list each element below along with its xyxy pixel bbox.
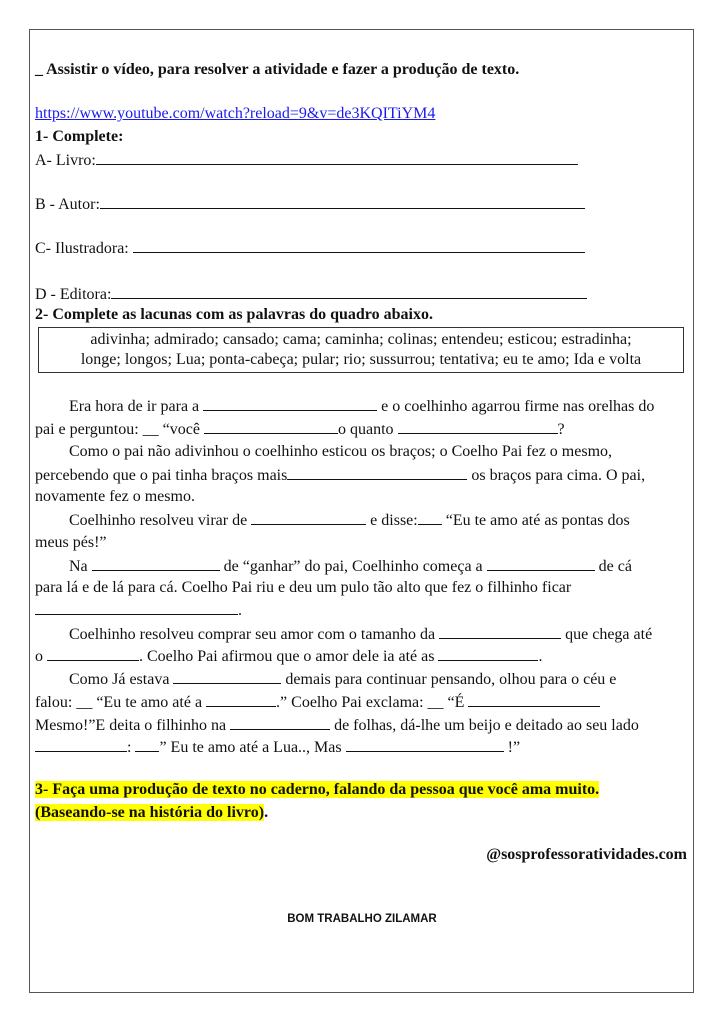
text-line: novamente fez o mesmo. (35, 488, 195, 505)
text-line (35, 692, 600, 713)
text: Como Já estava (69, 671, 174, 688)
text: Coelhinho resolveu virar de (69, 512, 252, 529)
text-line: meus pés!” (35, 534, 107, 551)
text-line (35, 465, 645, 486)
blank[interactable] (47, 646, 139, 661)
blank[interactable] (92, 556, 220, 571)
footer-message: BOM TRABALHO ZILAMAR (287, 913, 437, 925)
text-line (35, 419, 565, 440)
text: Coelhinho resolveu comprar seu amor com o tamanho da (69, 626, 440, 643)
text: demais para continuar pensando, olhou para o céu e (281, 671, 617, 688)
instruction: _ Assistir o vídeo, para resolver a atividade e fazer a produção de texto. (35, 61, 520, 78)
blank-autor[interactable] (100, 194, 585, 209)
text-line (35, 510, 630, 531)
text: “Eu te amo até as pontas dos (441, 512, 630, 529)
field-label: C- Ilustradora: (35, 240, 133, 257)
word-bank-line: adivinha; admirado; cansado; cama; caminha; colinas; entendeu; esticou; estradinha; (90, 331, 632, 348)
field-livro (35, 150, 578, 171)
text: de “ganhar” do pai, Coelhinho começa a (219, 558, 487, 575)
field-label: B - Autor: (35, 196, 100, 213)
text: . (264, 804, 269, 821)
text: Mesmo!”E deita o filhinho na (35, 717, 231, 734)
blank[interactable] (35, 600, 238, 615)
video-link[interactable]: https://www.youtube.com/watch?reload=9&v=de3KQITiYM4 (35, 105, 436, 122)
text-line: Como o pai não adivinhou o coelhinho esticou os braços; o Coelho Pai fez o mesmo, (69, 443, 613, 460)
section3-line2 (35, 803, 268, 823)
text: os braços para cima. O pai, (467, 467, 646, 484)
text: e disse: (366, 512, 418, 529)
field-label: D - Editora: (35, 286, 112, 303)
blank[interactable] (418, 510, 442, 525)
field-label: A- Livro: (35, 152, 96, 169)
text: que chega até (561, 626, 653, 643)
blank[interactable] (173, 669, 281, 684)
blank[interactable] (398, 419, 558, 434)
word-bank (38, 327, 684, 373)
blank[interactable] (203, 396, 377, 411)
blank[interactable] (439, 624, 561, 639)
text-line (35, 624, 652, 645)
text: de folhas, dá-lhe um beijo e deitado ao seu lado (330, 717, 639, 734)
section2-title: 2- Complete as lacunas com as palavras do quadro abaixo. (35, 306, 433, 323)
text: Na (69, 558, 92, 575)
text-line (35, 556, 632, 577)
blank[interactable] (468, 692, 600, 707)
text-line: para lá e de lá para cá. Coelho Pai riu e deu um pulo tão alto que fez o filhinho ficar (35, 579, 572, 596)
text-line (35, 669, 616, 690)
text: Era hora de ir para a (69, 398, 204, 415)
blank[interactable] (346, 737, 504, 752)
text-line (35, 600, 242, 621)
text: . Coelho Pai afirmou que o amor dele ia até as (139, 648, 439, 665)
blank-editora[interactable] (111, 284, 587, 299)
text: . (538, 648, 543, 665)
word-bank-line: longe; longos; Lua; ponta-cabeça; pular; rio; sussurrou; tentativa; eu te amo; Ida e volta (80, 351, 642, 368)
blank[interactable] (206, 692, 276, 707)
text: ? (557, 421, 565, 438)
blank[interactable] (487, 556, 595, 571)
text: o quanto (337, 421, 398, 438)
blank[interactable] (204, 419, 338, 434)
text: ” Eu te amo até a Lua.., Mas (159, 739, 346, 756)
blank[interactable] (438, 646, 538, 661)
blank[interactable] (287, 465, 467, 480)
field-editora (35, 284, 587, 305)
text: o (35, 648, 47, 665)
text-line (35, 396, 654, 417)
text: .” Coelho Pai exclama: __ “É (276, 694, 469, 711)
website-credit: @sosprofessoratividades.com (486, 846, 687, 863)
text-line (35, 646, 542, 667)
blank-ilustradora[interactable] (133, 238, 585, 253)
blank[interactable] (230, 715, 330, 730)
blank[interactable] (35, 737, 127, 752)
section3-line1 (35, 780, 599, 800)
text: pai e perguntou: __ “você (35, 421, 204, 438)
blank[interactable] (251, 510, 366, 525)
text: de cá (594, 558, 632, 575)
blank-livro[interactable] (96, 150, 578, 165)
highlighted-text: 3- Faça uma produção de texto no caderno, falando da pessoa que você ama muito. (35, 781, 600, 798)
blank[interactable] (135, 737, 159, 752)
text: : (127, 739, 136, 756)
text: !” (503, 739, 521, 756)
field-ilustradora (35, 238, 585, 259)
text: . (238, 602, 242, 619)
text: e o coelhinho agarrou firme nas orelhas do (377, 398, 655, 415)
text-line (35, 737, 520, 758)
section1-title: 1- Complete: (35, 128, 124, 145)
field-autor (35, 194, 585, 215)
text-line (35, 715, 639, 736)
highlighted-text: (Baseando-se na história do livro) (35, 804, 265, 821)
text: falou: __ “Eu te amo até a (35, 694, 207, 711)
text: percebendo que o pai tinha braços mais (35, 467, 288, 484)
